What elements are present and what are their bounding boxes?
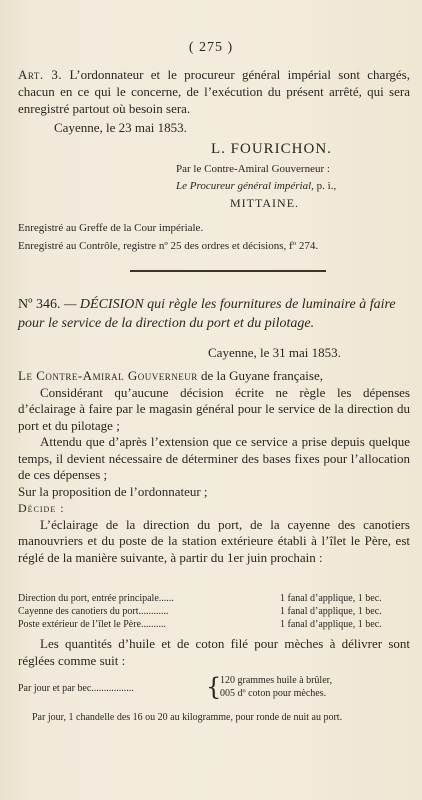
brace-icon: { — [206, 673, 222, 701]
body-p5: L’éclairage de la direction du port, de la cayenne des canotiers manouvriers et du poste de la station extérieure établi à l’îlet le Père, est réglé de la manière suivante, à partir du 1er juin prochain : — [18, 516, 410, 565]
signature-fourichon: L. FOURICHON. — [211, 141, 332, 157]
candle-line — [18, 711, 410, 724]
row-place: Poste extérieur de l’îlet le Père.......... — [18, 619, 167, 630]
daily-line-2: 005 dº coton pour mèches. — [220, 688, 327, 699]
date-line-2: Cayenne, le 31 mai 1853. — [208, 345, 341, 360]
date-line-1: Cayenne, le 23 mai 1853. — [54, 120, 187, 135]
row-place: Cayenne des canotiers du port............ — [18, 606, 169, 617]
row-value: 1 fanal d’applique, 1 bec. — [280, 619, 382, 630]
decision-body — [18, 368, 410, 566]
gouverneur-title: Le Contre-Amiral Gouverneur — [18, 368, 198, 383]
daily-label: Par jour et par bec................. — [18, 683, 134, 694]
article-label: Art. 3. — [18, 67, 63, 82]
daily-values — [220, 674, 332, 700]
decide-label: Décide : — [18, 501, 65, 515]
enregistre-controle: Enregistré au Contrôle, registre nº 25 des ordres et décisions, fº 274. — [18, 240, 319, 252]
par-le-gouverneur: Par le Contre-Amiral Gouverneur : — [176, 163, 330, 175]
page-number: ( 275 ) — [188, 40, 234, 55]
body-p1-rest: de la Guyane française, — [197, 368, 323, 383]
quantities-paragraph — [18, 636, 410, 669]
section-divider — [130, 270, 326, 272]
body-p1 — [18, 368, 410, 385]
row-place: Direction du port, entrée principale...... — [18, 593, 174, 604]
enregistre-greffe: Enregistré au Greffe de la Cour impériale. — [18, 222, 204, 234]
quantities-text: Les quantités d’huile et de coton filé pour mèches à délivrer sont réglées comme suit : — [18, 636, 410, 668]
table-row — [18, 618, 410, 631]
decision-heading — [18, 295, 410, 333]
candle-text: Par jour, 1 chandelle des 16 ou 20 au kilogramme, pour ronde de nuit au port. — [32, 712, 343, 723]
body-p3: Attendu que d’après l’extension que ce service a prise depuis quelque temps, il devient nécessaire de déterminer des bases fixes pour l’allocation de ces dépenses ; — [18, 434, 410, 482]
procureur-line — [176, 180, 422, 192]
decision-number: Nº 346. — [18, 297, 61, 312]
procureur-rest: p. i., — [313, 180, 337, 192]
article-3 — [18, 66, 410, 117]
body-p4: Sur la proposition de l’ordonnateur ; — [18, 483, 208, 499]
signature-mittaine: MITTAINE. — [230, 196, 300, 210]
row-value: 1 fanal d’applique, 1 bec. — [280, 606, 382, 617]
decision-title: — DÉCISION qui règle les fournitures de luminaire à faire pour le service de la direction du port et du pilotage. — [18, 297, 396, 331]
lighting-table — [18, 592, 410, 631]
table-row — [18, 592, 410, 605]
daily-line-1: 120 grammes huile à brûler, — [220, 675, 333, 686]
table-row — [18, 605, 410, 618]
body-p2: Considérant qu’aucune décision écrite ne règle les dépenses d’éclairage à faire par le magasin général pour le service de la direction du port et du pilotage ; — [18, 384, 410, 433]
procureur-title: Le Procureur général impérial, — [176, 180, 314, 192]
row-value: 1 fanal d’applique, 1 bec. — [280, 593, 382, 604]
article-text: L’ordonnateur et le procureur général impérial sont chargés, chacun en ce qui le concerne, de l’exécution du présent arrêté, qui sera enregistré partout où besoin sera. — [18, 67, 410, 116]
